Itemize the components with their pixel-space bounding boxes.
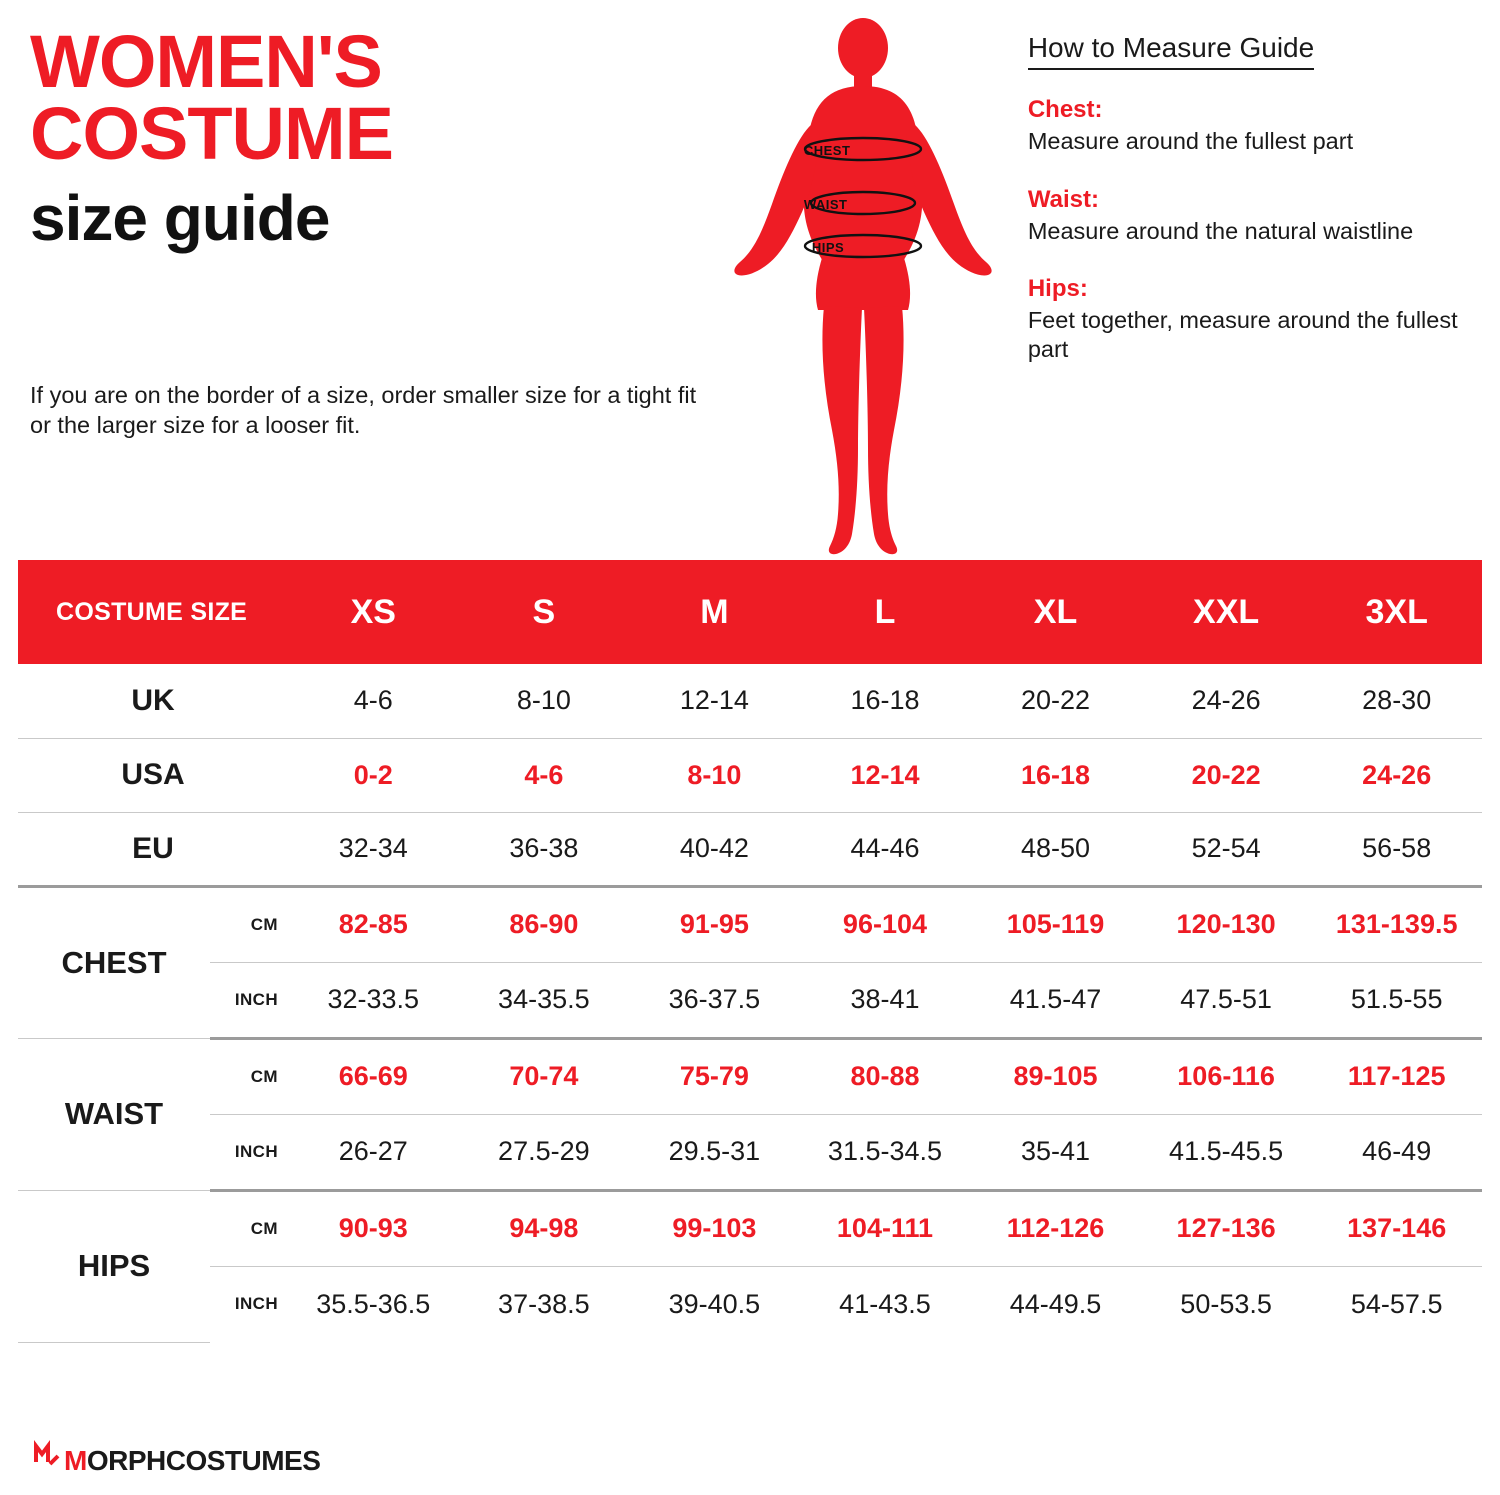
table-row-waist-cm — [18, 1038, 1482, 1114]
hips-in-xl: 44-49.5 — [1009, 1288, 1102, 1319]
usa-xs: 0-2 — [288, 738, 459, 812]
row-label-waist: WAIST — [18, 1038, 210, 1190]
chest-cm-s: 86-90 — [459, 886, 630, 962]
eu-l: 44-46 — [800, 812, 971, 886]
guide-label-chest: Chest: — [1027, 96, 1103, 123]
hips-cm-xl: 112-126 — [970, 1190, 1141, 1266]
chest-cm-xl: 105-119 — [970, 886, 1141, 962]
table-row-usa — [18, 738, 1482, 812]
uk-xxl: 24-26 — [1141, 664, 1312, 738]
chest-cm-3xl: 131-139.5 — [1311, 886, 1482, 962]
table-row-hips-inch — [18, 1266, 1482, 1342]
eu-s: 36-38 — [459, 812, 630, 886]
header-section — [0, 0, 1500, 560]
eu-m: 40-42 — [629, 812, 800, 886]
guide-label-waist: Waist: — [1027, 185, 1099, 213]
header-size-3xl: 3XL — [1365, 592, 1428, 631]
unit-hips-cm: CM — [210, 1190, 288, 1266]
chest-in-xxl: 47.5-51 — [1141, 962, 1312, 1038]
header-size-xl: XL — [1033, 592, 1078, 631]
page-title — [30, 20, 718, 255]
usa-xxl: 20-22 — [1141, 738, 1312, 812]
row-label-usa: USA — [18, 738, 288, 812]
eu-xxl: 52-54 — [1141, 812, 1312, 886]
usa-3xl: 24-26 — [1311, 738, 1482, 812]
guide-title: How to Measure Guide — [1028, 32, 1314, 70]
waist-in-l: 31.5-34.5 — [800, 1114, 971, 1190]
guide-label-hips: Hips: — [1027, 275, 1088, 303]
waist-in-m: 29.5-31 — [629, 1114, 800, 1190]
table-row-uk — [18, 664, 1482, 738]
waist-cm-xs: 66-69 — [288, 1038, 459, 1114]
waist-cm-xl: 89-105 — [970, 1038, 1141, 1114]
row-label-uk: UK — [18, 664, 288, 738]
female-silhouette-icon — [728, 18, 998, 563]
waist-cm-l: 80-88 — [800, 1038, 971, 1114]
uk-xl: 20-22 — [970, 664, 1141, 738]
chest-cm-xxl: 120-130 — [1141, 886, 1312, 962]
title-area — [30, 18, 718, 560]
waist-in-xs: 26-27 — [288, 1114, 459, 1190]
table-row-hips-cm — [18, 1190, 1482, 1266]
uk-s: 8-10 — [459, 664, 630, 738]
hips-cm-s: 94-98 — [459, 1190, 630, 1266]
header-size-m: M — [700, 592, 729, 631]
hips-in-l: 41-43.5 — [839, 1288, 931, 1319]
uk-xs: 4-6 — [288, 664, 459, 738]
eu-xs: 32-34 — [288, 812, 459, 886]
waist-in-3xl: 46-49 — [1311, 1114, 1482, 1190]
guide-item-chest — [1028, 96, 1470, 156]
chest-band-label: CHEST — [803, 143, 851, 158]
waist-in-xl: 35-41 — [970, 1114, 1141, 1190]
chest-cm-l: 96-104 — [800, 886, 971, 962]
hips-cm-3xl: 137-146 — [1311, 1190, 1482, 1266]
guide-text-waist: Measure around the natural waistline — [1027, 217, 1414, 244]
chest-in-xs: 32-33.5 — [288, 962, 459, 1038]
sizing-note: If you are on the border of a size, order smaller size for a tight fit or the larger size for a looser fit. — [30, 382, 697, 439]
uk-l: 16-18 — [800, 664, 971, 738]
waist-cm-3xl: 117-125 — [1311, 1038, 1482, 1114]
row-label-chest: CHEST — [18, 886, 210, 1038]
usa-m: 8-10 — [629, 738, 800, 812]
eu-3xl: 56-58 — [1311, 812, 1482, 886]
usa-xl: 16-18 — [970, 738, 1141, 812]
title-line-2: COSTUME — [30, 92, 393, 176]
waist-band-label: WAIST — [803, 197, 848, 212]
hips-in-s: 37-38.5 — [498, 1288, 590, 1319]
guide-item-waist — [1028, 186, 1470, 246]
header-size-l: L — [874, 592, 896, 631]
guide-item-hips — [1028, 275, 1470, 363]
chest-in-xl: 41.5-47 — [970, 962, 1141, 1038]
header-size-xxl: XXL — [1193, 592, 1260, 631]
row-label-hips: HIPS — [18, 1190, 210, 1342]
uk-3xl: 28-30 — [1311, 664, 1482, 738]
hips-cm-l: 104-111 — [800, 1190, 971, 1266]
hips-cm-xxl: 127-136 — [1141, 1190, 1312, 1266]
chest-in-l: 38-41 — [800, 962, 971, 1038]
waist-cm-xxl: 106-116 — [1141, 1038, 1312, 1114]
waist-cm-s: 70-74 — [459, 1038, 630, 1114]
waist-in-s: 27.5-29 — [459, 1114, 630, 1190]
size-chart-table — [18, 560, 1482, 1343]
hips-in-m: 39-40.5 — [668, 1288, 761, 1319]
unit-waist-inch: INCH — [210, 1114, 288, 1190]
waist-cm-m: 75-79 — [629, 1038, 800, 1114]
waist-in-xxl: 41.5-45.5 — [1141, 1114, 1312, 1190]
unit-chest-inch: INCH — [210, 962, 288, 1038]
hips-band-label: HIPS — [811, 240, 845, 255]
chest-in-m: 36-37.5 — [629, 962, 800, 1038]
title-line-1: WOMEN'S — [30, 20, 382, 103]
brand-footer — [32, 1440, 320, 1475]
unit-waist-cm: CM — [210, 1038, 288, 1114]
hips-cm-xs: 90-93 — [288, 1190, 459, 1266]
guide-text-chest: Measure around the fullest part — [1027, 128, 1354, 154]
table-header-row — [18, 560, 1482, 664]
brand-name — [64, 1447, 320, 1475]
table-row-chest-cm — [18, 886, 1482, 962]
size-table-area — [0, 560, 1500, 1343]
table-row-waist-inch — [18, 1114, 1482, 1190]
table-row-chest-inch — [18, 962, 1482, 1038]
header-size-s: S — [532, 592, 556, 631]
brand-name-rest: ORPHCOSTUMES — [86, 1445, 321, 1476]
row-label-eu: EU — [18, 812, 288, 886]
table-row-eu — [18, 812, 1482, 886]
uk-m: 12-14 — [629, 664, 800, 738]
page-subtitle: size guide — [30, 182, 330, 255]
chest-in-3xl: 51.5-55 — [1311, 962, 1482, 1038]
usa-s: 4-6 — [459, 738, 630, 812]
unit-chest-cm: CM — [210, 886, 288, 962]
how-to-measure-guide — [1028, 18, 1470, 560]
eu-xl: 48-50 — [970, 812, 1141, 886]
hips-in-xs: 35.5-36.5 — [316, 1288, 431, 1319]
hips-in-3xl: 54-57.5 — [1350, 1288, 1443, 1319]
chest-cm-m: 91-95 — [629, 886, 800, 962]
chest-in-s: 34-35.5 — [459, 962, 630, 1038]
brand-name-initial: M — [64, 1445, 87, 1476]
morph-logo-icon — [32, 1440, 62, 1475]
hips-in-xxl: 50-53.5 — [1180, 1288, 1272, 1319]
hips-cm-m: 99-103 — [629, 1190, 800, 1266]
header-size-xs: XS — [350, 592, 396, 631]
unit-hips-inch: INCH — [234, 1294, 278, 1314]
guide-text-hips: Feet together, measure around the fullest part — [1027, 307, 1458, 362]
chest-cm-xs: 82-85 — [288, 886, 459, 962]
usa-l: 12-14 — [800, 738, 971, 812]
body-figure — [728, 18, 998, 560]
header-costume-size: COSTUME SIZE — [56, 597, 248, 626]
